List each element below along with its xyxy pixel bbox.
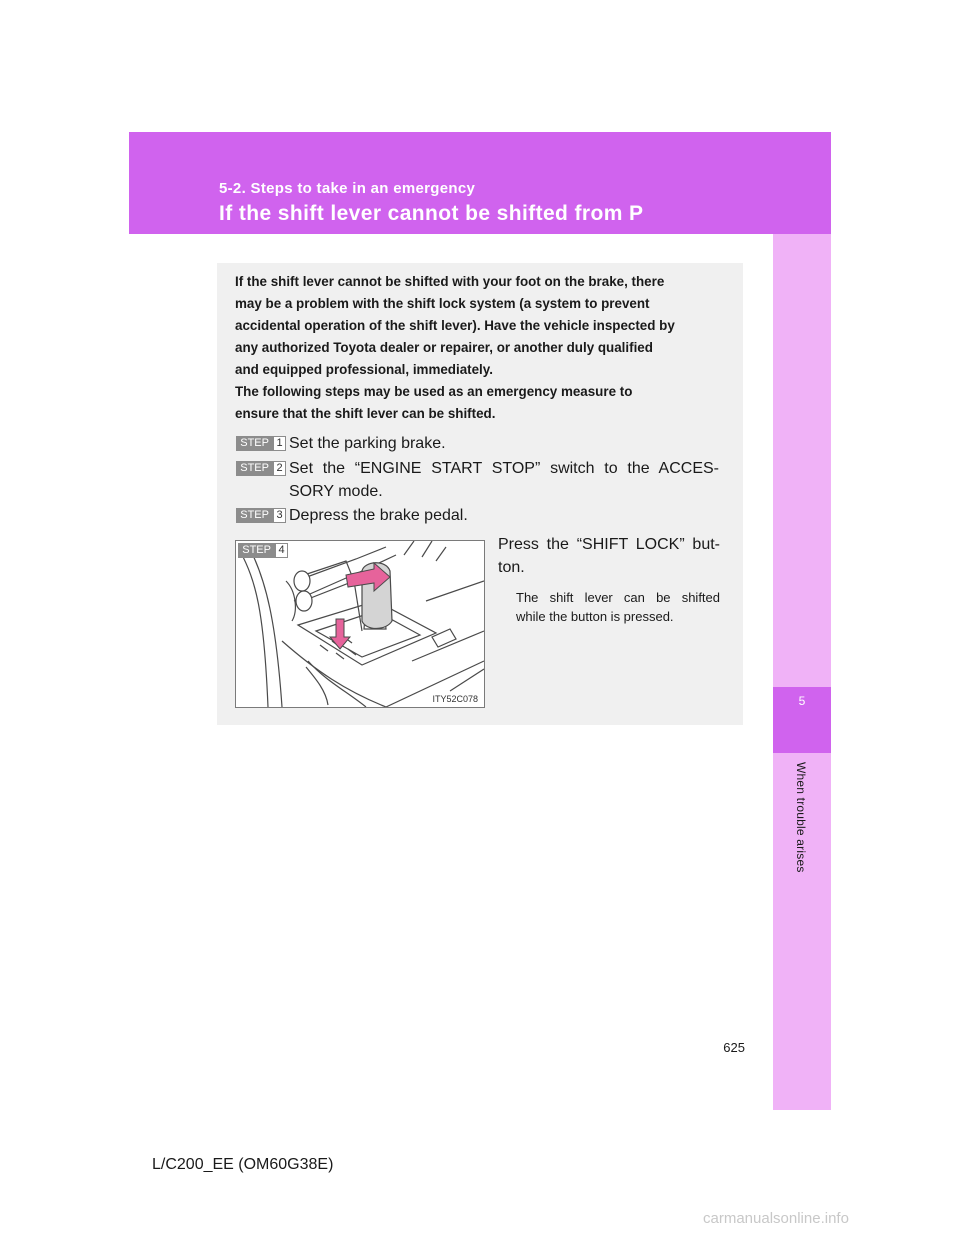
document-code: L/C200_EE (OM60G38E) [152,1156,334,1173]
step-badge [238,543,288,558]
step-4-text [498,533,720,579]
step-badge-number: 3 [273,508,286,523]
chapter-number: 5 [798,694,806,708]
intro-line: accidental operation of the shift lever). Have the vehicle inspected by [235,318,675,333]
chapter-header [129,132,831,234]
step-4-line: Press the “SHIFT LOCK” but- [498,536,720,553]
step-badge-label: STEP [236,436,273,451]
step-2-line: Set the “ENGINE START STOP” switch to the ACCES- [289,460,719,477]
step-badge-label: STEP [236,508,273,523]
step-badge [236,461,286,476]
step-badge-number: 4 [275,543,288,558]
step-badge [236,508,286,523]
step-4-note [516,588,720,626]
step-3-text: Depress the brake pedal. [289,507,468,524]
shift-lever-illustration [235,540,485,708]
page-number: 625 [723,1040,745,1055]
step-badge-label: STEP [236,461,273,476]
step-badge-label: STEP [238,543,275,558]
chapter-side-tab[interactable] [773,234,831,1110]
figure-code: ITY52C078 [432,694,478,704]
intro-line: and equipped professional, immediately. [235,362,493,377]
intro-line: may be a problem with the shift lock system (a system to prevent [235,296,650,311]
intro-line: ensure that the shift lever can be shifted. [235,406,496,421]
intro-line: If the shift lever cannot be shifted with your foot on the brake, there [235,274,665,289]
step-4-line: ton. [498,559,525,576]
chapter-title: When trouble arises [794,762,808,873]
step-2-line: SORY mode. [289,483,383,500]
step-badge-number: 1 [273,436,286,451]
step-badge-number: 2 [273,461,286,476]
step-1-text: Set the parking brake. [289,435,446,452]
page-title: If the shift lever cannot be shifted from P [219,202,644,225]
intro-line: any authorized Toyota dealer or repairer, or another duly qualified [235,340,653,355]
step-badge [236,436,286,451]
shift-console-drawing [236,541,484,707]
step-4-note-line: The shift lever can be shifted [516,590,720,605]
intro-text [235,271,720,425]
step-4-note-line: while the button is pressed. [516,609,674,624]
section-label: 5-2. Steps to take in an emergency [219,180,476,197]
intro-line: The following steps may be used as an emergency measure to [235,384,633,399]
procedure-panel [217,263,743,725]
watermark-link[interactable]: carmanualsonline.info [703,1210,849,1227]
step-2-text [289,457,719,503]
